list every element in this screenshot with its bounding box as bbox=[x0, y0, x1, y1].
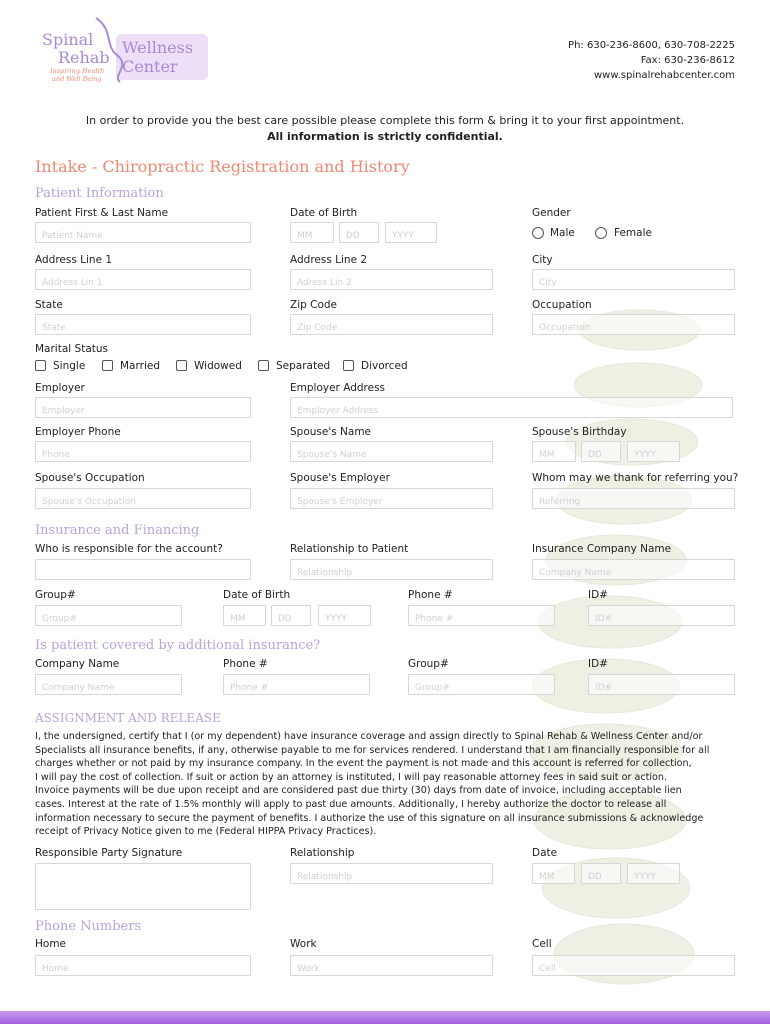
signature-date-month-input[interactable] bbox=[533, 868, 574, 887]
additional-group-field[interactable] bbox=[408, 674, 555, 695]
spouse-bday-month-input[interactable] bbox=[533, 446, 575, 465]
marital-married-label: Married bbox=[120, 360, 160, 372]
gender-female-label: Female bbox=[614, 227, 652, 239]
logo-word-center: Center bbox=[122, 57, 178, 76]
gender-female-radio[interactable] bbox=[595, 227, 607, 239]
logo-tagline-1: Inspiring Health bbox=[50, 67, 105, 75]
dob-day-field[interactable] bbox=[339, 222, 379, 243]
page-title: Intake - Chiropractic Registration and History bbox=[35, 157, 410, 176]
signature-date-month-field[interactable] bbox=[532, 863, 575, 884]
dob-month-input[interactable] bbox=[291, 227, 333, 246]
spouse-bday-day-input[interactable] bbox=[582, 446, 620, 465]
relationship-label: Relationship to Patient bbox=[290, 543, 409, 555]
state-input[interactable] bbox=[36, 319, 250, 338]
employer-label: Employer bbox=[35, 382, 85, 394]
intro-line-2: All information is strictly confidential. bbox=[267, 130, 503, 143]
section-assignment-release: ASSIGNMENT AND RELEASE bbox=[35, 711, 221, 725]
spouse-birthday-label: Spouse's Birthday bbox=[532, 426, 627, 438]
marital-separated-label: Separated bbox=[276, 360, 331, 372]
insurance-dob-day-input[interactable] bbox=[272, 610, 310, 629]
assignment-text bbox=[35, 730, 741, 839]
additional-company-field[interactable] bbox=[35, 674, 182, 695]
additional-group-label: Group# bbox=[408, 658, 449, 670]
signature-date-label: Date bbox=[532, 847, 558, 859]
employer-address-label: Employer Address bbox=[290, 382, 386, 394]
additional-phone-field[interactable] bbox=[223, 674, 370, 695]
marital-single-checkbox[interactable] bbox=[35, 360, 46, 371]
section-phone-numbers: Phone Numbers bbox=[35, 919, 142, 934]
insurance-id-field[interactable] bbox=[588, 605, 735, 626]
employer-phone-field[interactable] bbox=[35, 441, 251, 462]
insurance-dob-month-input[interactable] bbox=[224, 610, 265, 629]
marital-widowed-label: Widowed bbox=[194, 360, 242, 372]
spouse-employer-label: Spouse's Employer bbox=[290, 472, 390, 484]
signature-input[interactable] bbox=[36, 864, 254, 913]
assignment-line: receipt of Privacy Notice given to me (Federal HIPPA Privacy Practices). bbox=[35, 826, 377, 838]
address2-label: Address Line 2 bbox=[290, 254, 368, 266]
employer-field[interactable] bbox=[35, 397, 251, 418]
spouse-bday-year-input[interactable] bbox=[628, 446, 679, 465]
zip-input[interactable] bbox=[291, 319, 492, 338]
address1-label: Address Line 1 bbox=[35, 254, 113, 266]
insurance-company-label: Insurance Company Name bbox=[532, 543, 672, 555]
insurance-group-input[interactable] bbox=[36, 610, 181, 629]
logo bbox=[34, 16, 210, 84]
cell-phone-field[interactable] bbox=[532, 955, 735, 976]
referral-field[interactable] bbox=[532, 488, 735, 509]
signature-date-year-input[interactable] bbox=[628, 868, 679, 887]
spouse-occupation-field[interactable] bbox=[35, 488, 251, 509]
contact-fax: Fax: 630-236-8612 bbox=[640, 55, 735, 66]
bottom-accent-bar bbox=[0, 1011, 770, 1024]
spouse-occupation-input[interactable] bbox=[36, 493, 250, 512]
dob-month-field[interactable] bbox=[290, 222, 334, 243]
signature-relationship-input[interactable] bbox=[291, 868, 492, 887]
contact-website[interactable]: www.spinalrehabcenter.com bbox=[593, 70, 735, 81]
dob-year-input[interactable] bbox=[386, 227, 436, 246]
additional-phone-input[interactable] bbox=[224, 679, 369, 698]
spouse-name-field[interactable] bbox=[290, 441, 493, 462]
insurance-company-input[interactable] bbox=[533, 564, 734, 583]
referral-input[interactable] bbox=[533, 493, 734, 512]
insurance-group-field[interactable] bbox=[35, 605, 182, 626]
gender-label: Gender bbox=[532, 207, 571, 219]
additional-phone-label: Phone # bbox=[223, 658, 268, 670]
logo-word-rehab: Rehab bbox=[58, 48, 110, 67]
state-label: State bbox=[35, 299, 63, 311]
home-phone-label: Home bbox=[35, 938, 67, 950]
work-phone-field[interactable] bbox=[290, 955, 493, 976]
zip-label: Zip Code bbox=[290, 299, 337, 311]
spouse-employer-field[interactable] bbox=[290, 488, 493, 509]
insurance-id-label: ID# bbox=[588, 589, 608, 601]
referral-label: Whom may we thank for referring you? bbox=[532, 472, 739, 484]
dob-day-input[interactable] bbox=[340, 227, 378, 246]
insurance-id-input[interactable] bbox=[589, 610, 734, 629]
logo-word-spinal: Spinal bbox=[42, 30, 94, 49]
gender-male-radio[interactable] bbox=[532, 227, 544, 239]
assignment-line: Invoice payments will be due upon receipt and are considered past due thirty (30) days from date of invoice, including acceptable lien bbox=[35, 785, 682, 797]
insurance-dob-day-field[interactable] bbox=[271, 605, 311, 626]
additional-group-input[interactable] bbox=[409, 679, 554, 698]
insurance-phone-input[interactable] bbox=[409, 610, 554, 629]
additional-id-label: ID# bbox=[588, 658, 608, 670]
assignment-line: information necessary to secure the payment of benefits. I authorize the use of this signature on all insurance submissions & acknowledge bbox=[35, 812, 704, 824]
cell-phone-input[interactable] bbox=[533, 960, 734, 979]
insurance-company-field[interactable] bbox=[532, 559, 735, 580]
assignment-line: Specialists all insurance benefits, if any, otherwise payable to me for services rendered. I understand that I am financially responsible for all bbox=[35, 744, 710, 756]
employer-phone-label: Employer Phone bbox=[35, 426, 121, 438]
additional-company-label: Company Name bbox=[35, 658, 120, 670]
intro-line-1: In order to provide you the best care possible please complete this form & bring it to your first appointment. bbox=[85, 114, 685, 127]
employer-phone-input[interactable] bbox=[36, 446, 250, 465]
assignment-line: I will pay the cost of collection. If suit or action by an attorney is instituted, I will pay reasonable attorney fees in said suit or action. bbox=[35, 771, 668, 783]
employer-input[interactable] bbox=[36, 402, 250, 421]
relationship-field[interactable] bbox=[290, 559, 493, 580]
additional-id-input[interactable] bbox=[589, 679, 734, 698]
signature-relationship-field[interactable] bbox=[290, 863, 493, 884]
marital-widowed-checkbox[interactable] bbox=[176, 360, 187, 371]
gender-male-label: Male bbox=[550, 227, 575, 239]
cell-phone-label: Cell bbox=[532, 938, 552, 950]
occupation-input[interactable] bbox=[533, 319, 734, 338]
additional-id-field[interactable] bbox=[588, 674, 735, 695]
city-input[interactable] bbox=[533, 274, 734, 293]
signature-date-day-input[interactable] bbox=[582, 868, 620, 887]
employer-address-input[interactable] bbox=[291, 402, 732, 421]
insurance-phone-field[interactable] bbox=[408, 605, 555, 626]
assignment-line: charges whether or not paid by my insurance company. In the event the payment is not made and this account is referred for collection, bbox=[35, 758, 692, 770]
spouse-bday-day-field[interactable] bbox=[581, 441, 621, 462]
work-phone-label: Work bbox=[290, 938, 317, 950]
section-additional-insurance: Is patient covered by additional insurance? bbox=[35, 638, 321, 653]
insurance-group-label: Group# bbox=[35, 589, 76, 601]
city-field[interactable] bbox=[532, 269, 735, 290]
relationship-input[interactable] bbox=[291, 564, 492, 583]
address2-field[interactable] bbox=[290, 269, 493, 290]
dob-year-field[interactable] bbox=[385, 222, 437, 243]
city-label: City bbox=[532, 254, 553, 266]
responsible-field[interactable] bbox=[35, 559, 251, 580]
additional-company-input[interactable] bbox=[36, 679, 181, 698]
insurance-phone-label: Phone # bbox=[408, 589, 453, 601]
marital-separated-checkbox[interactable] bbox=[258, 360, 269, 371]
home-phone-input[interactable] bbox=[36, 960, 250, 979]
state-field[interactable] bbox=[35, 314, 251, 335]
address1-input[interactable] bbox=[36, 274, 250, 293]
spouse-bday-year-field[interactable] bbox=[627, 441, 680, 462]
spouse-name-label: Spouse's Name bbox=[290, 426, 372, 438]
contact-block bbox=[568, 38, 735, 83]
patient-name-label: Patient First & Last Name bbox=[35, 207, 169, 219]
marital-single-label: Single bbox=[53, 360, 86, 372]
section-insurance-financing: Insurance and Financing bbox=[35, 523, 200, 538]
spouse-employer-input[interactable] bbox=[291, 493, 492, 512]
marital-divorced-checkbox[interactable] bbox=[343, 360, 354, 371]
spouse-bday-month-field[interactable] bbox=[532, 441, 576, 462]
insurance-dob-year-field[interactable] bbox=[318, 605, 371, 626]
work-phone-input[interactable] bbox=[291, 960, 492, 979]
insurance-dob-year-input[interactable] bbox=[319, 610, 370, 629]
section-patient-information: Patient Information bbox=[35, 186, 164, 201]
occupation-label: Occupation bbox=[532, 299, 592, 311]
assignment-line: cases. Interest at the rate of 1.5% monthly will apply to past due amounts. Additionally, I hereby authorize the doctor to release all bbox=[35, 798, 667, 810]
assignment-line: I, the undersigned, certify that I (or my dependent) have insurance coverage and assign directly to Spinal Rehab & Wellness Center and/or bbox=[35, 731, 703, 742]
address1-field[interactable] bbox=[35, 269, 251, 290]
responsible-label: Who is responsible for the account? bbox=[35, 543, 223, 555]
zip-field[interactable] bbox=[290, 314, 493, 335]
spouse-name-input[interactable] bbox=[291, 446, 492, 465]
occupation-field[interactable] bbox=[532, 314, 735, 335]
address2-input[interactable] bbox=[291, 274, 492, 293]
contact-phone: Ph: 630-236-8600, 630-708-2225 bbox=[568, 40, 735, 51]
logo-tagline-2: and Well Being bbox=[52, 75, 102, 83]
patient-name-field[interactable] bbox=[35, 222, 251, 243]
marital-married-checkbox[interactable] bbox=[102, 360, 113, 371]
responsible-input[interactable] bbox=[36, 564, 250, 583]
insurance-dob-month-field[interactable] bbox=[223, 605, 266, 626]
insurance-dob-label: Date of Birth bbox=[223, 589, 291, 601]
patient-name-input[interactable] bbox=[36, 227, 250, 246]
employer-address-field[interactable] bbox=[290, 397, 733, 418]
signature-field[interactable] bbox=[35, 863, 251, 910]
marital-divorced-label: Divorced bbox=[361, 360, 408, 372]
marital-status-label: Marital Status bbox=[35, 343, 108, 355]
dob-label: Date of Birth bbox=[290, 207, 358, 219]
spouse-occupation-label: Spouse's Occupation bbox=[35, 472, 145, 484]
signature-label: Responsible Party Signature bbox=[35, 847, 183, 859]
signature-relationship-label: Relationship bbox=[290, 847, 355, 859]
home-phone-field[interactable] bbox=[35, 955, 251, 976]
signature-date-day-field[interactable] bbox=[581, 863, 621, 884]
logo-word-wellness: Wellness bbox=[122, 38, 194, 57]
signature-date-year-field[interactable] bbox=[627, 863, 680, 884]
